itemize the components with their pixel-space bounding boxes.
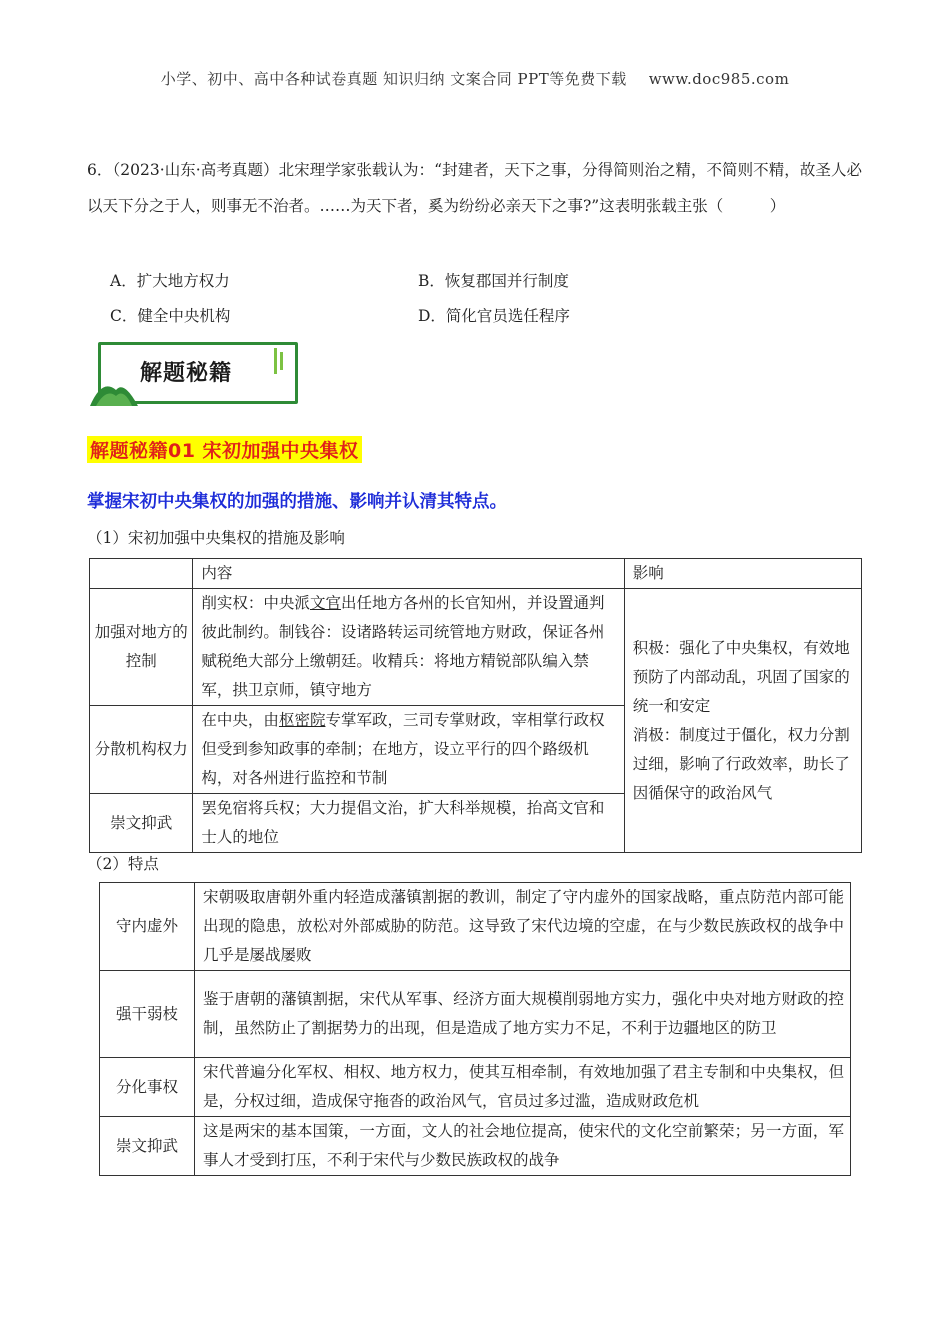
question-text: 6．（2023·山东·高考真题）北宋理学家张载认为：“封建者，天下之事，分得简则治之精，不简则不精，故圣人必以天下分之于人，则事无不治者。……为天下者，奚为纷纷必亲天下之事?”这表明张载主张（ ） — [87, 161, 862, 215]
row-name: 加强对地方的控制 — [90, 589, 193, 706]
tips-banner — [90, 342, 296, 406]
option-b[interactable]: B．恢复郡国并行制度 — [418, 271, 569, 290]
features-table — [99, 882, 851, 1176]
option-c[interactable]: C．健全中央机构 — [110, 306, 231, 325]
feature-desc: 宋代普遍分化军权、相权、地方权力，使其互相牵制，有效地加强了君主专制和中央集权，但是，分权过细，造成保守拖沓的政治风气，官员过多过滥，造成财政危机 — [195, 1058, 851, 1117]
content-text: 削实权：中央派 — [201, 594, 310, 612]
measures-table — [89, 558, 862, 853]
row-content — [193, 589, 624, 706]
page-header — [0, 68, 950, 89]
content-text: 专掌军政，三司专掌财政，宰相掌行政权但受到参知政事的牵制；在地方，设立平行的四个路级机构，对各州进行监控和节制 — [201, 711, 605, 787]
table-header-row — [90, 559, 862, 589]
feature-name: 守内虚外 — [100, 883, 195, 971]
header-site-link[interactable]: www.doc985.com — [648, 70, 790, 88]
row-content — [193, 794, 624, 853]
options-row-1 — [110, 262, 850, 332]
content-text: 出任地方各州的长官知州，并设置通判彼此制约。制钱谷：设诸路转运司统管地方财政，保证各州赋税绝大部分上缴朝廷。收精兵：将地方精锐部队编入禁军，拱卫京师，镇守地方 — [201, 594, 605, 699]
feature-name: 强干弱枝 — [100, 971, 195, 1058]
row-name: 崇文抑武 — [90, 794, 193, 853]
row-name: 分散机构权力 — [90, 706, 193, 794]
feature-desc: 宋朝吸取唐朝外重内轻造成藩镇割据的教训，制定了守内虚外的国家战略，重点防范内部可能出现的隐患，放松对外部威胁的防范。这导致了宋代边境的空虚，在与少数民族政权的战争中几乎是屡战屡败 — [195, 883, 851, 971]
table-row — [100, 971, 851, 1058]
feature-desc: 鉴于唐朝的藩镇割据，宋代从军事、经济方面大规模削弱地方实力，强化中央对地方财政的控制，虽然防止了割据势力的出现，但是造成了地方实力不足，不利于边疆地区的防卫 — [195, 971, 851, 1058]
content-text: 罢免宿将兵权；大力提倡文治，扩大科举规模，抬高文官和士人的地位 — [201, 799, 605, 846]
header-impact: 影响 — [624, 559, 861, 589]
header-text: 小学、初中、高中各种试卷真题 知识归纳 文案合同 PPT等免费下载 — [160, 70, 627, 88]
hill-icon — [90, 376, 138, 406]
table-row — [100, 1117, 851, 1176]
table-row — [100, 1058, 851, 1117]
table-row — [90, 589, 862, 706]
impact-positive: 积极：强化了中央集权，有效地预防了内部动乱，巩固了国家的统一和安定 — [632, 638, 850, 715]
part2-label: （2）特点 — [87, 855, 159, 873]
banner-title: 解题秘籍 — [140, 361, 233, 386]
part1-label: （1）宋初加强中央集权的措施及影响 — [87, 529, 345, 547]
impact-cell — [624, 589, 861, 853]
content-text: 在中央，由 — [201, 711, 279, 729]
underlined-term: 文官 — [309, 594, 341, 612]
feature-name: 分化事权 — [100, 1058, 195, 1117]
stripes-icon — [274, 348, 286, 374]
underlined-term: 枢密院 — [278, 711, 326, 729]
header-blank — [90, 559, 193, 589]
section-title: 解题秘籍01 宋初加强中央集权 — [87, 436, 362, 463]
row-content — [193, 706, 624, 794]
feature-name: 崇文抑武 — [100, 1117, 195, 1176]
feature-desc: 这是两宋的基本国策，一方面，文人的社会地位提高，使宋代的文化空前繁荣；另一方面，军事人才受到打压，不利于宋代与少数民族政权的战争 — [195, 1117, 851, 1176]
table-row — [100, 883, 851, 971]
header-content: 内容 — [193, 559, 624, 589]
impact-negative: 消极：制度过于僵化，权力分割过细，影响了行政效率，助长了因循保守的政治风气 — [632, 725, 850, 802]
section-subtitle: 掌握宋初中央集权的加强的措施、影响并认清其特点。 — [87, 492, 507, 512]
option-d[interactable]: D．简化官员选任程序 — [418, 306, 570, 325]
option-a[interactable]: A．扩大地方权力 — [110, 271, 230, 290]
